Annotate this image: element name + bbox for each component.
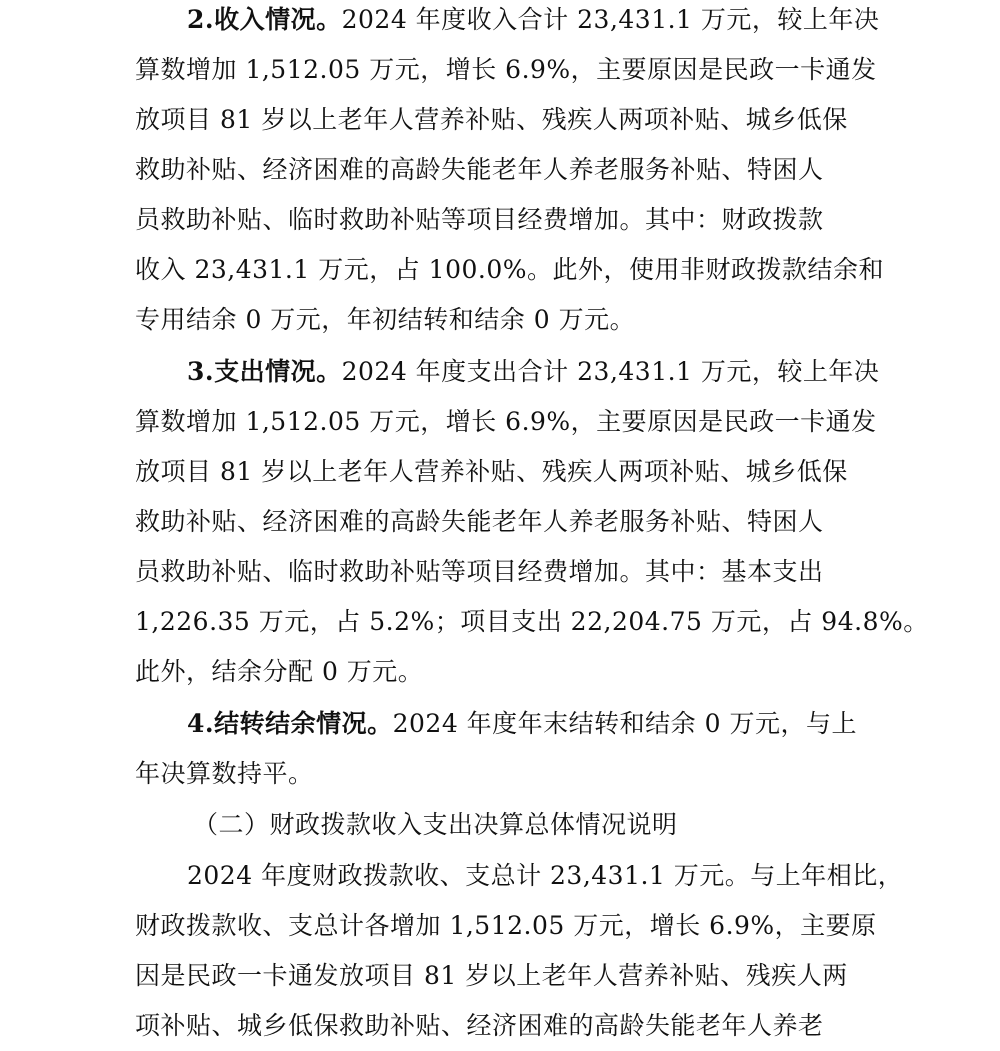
paragraph-expense-line-6: 1,226.35 万元，占 5.2%；项目支出 22,204.75 万元，占 94.8%。 [135,607,929,636]
paragraph-income-line-5: 员救助补贴、临时救助补贴等项目经费增加。其中：财政拨款 [135,205,824,234]
paragraph-income-line-2: 算数增加 1,512.05 万元，增长 6.9%，主要原因是民政一卡通发 [135,55,877,84]
paragraph-expense-line-2: 算数增加 1,512.05 万元，增长 6.9%，主要原因是民政一卡通发 [135,407,877,436]
paragraph-income-line-4: 救助补贴、经济困难的高龄失能老年人养老服务补贴、特困人 [135,155,824,184]
line-text: 2024 年度年末结转和结余 0 万元，与上 [392,709,857,738]
paragraph-carryover-line-2: 年决算数持平。 [135,759,314,788]
paragraph-income-line-6: 收入 23,431.1 万元，占 100.0%。此外，使用非财政拨款结余和 [135,255,884,284]
paragraph-income-line-3: 放项目 81 岁以上老年人营养补贴、残疾人两项补贴、城乡低保 [135,105,848,134]
paragraph-expense-line-7: 此外，结余分配 0 万元。 [135,657,424,686]
paragraph-expense-line-5: 员救助补贴、临时救助补贴等项目经费增加。其中：基本支出 [135,557,824,586]
expense-heading: 3.支出情况。 [187,357,342,386]
paragraph-fiscal-line-1: 2024 年度财政拨款收、支总计 23,431.1 万元。与上年相比， [187,861,904,890]
paragraph-income-line-7: 专用结余 0 万元，年初结转和结余 0 万元。 [135,305,636,334]
paragraph-expense-line-4: 救助补贴、经济困难的高龄失能老年人养老服务补贴、特困人 [135,507,824,536]
section-heading-fiscal: （二）财政拨款收入支出决算总体情况说明 [193,810,678,839]
paragraph-fiscal-line-2: 财政拨款收、支总计各增加 1,512.05 万元，增长 6.9%，主要原 [135,911,877,940]
paragraph-carryover-line-1 [187,699,932,749]
line-text: 2024 年度支出合计 23,431.1 万元，较上年决 [341,357,880,386]
paragraph-fiscal-line-4: 项补贴、城乡低保救助补贴、经济困难的高龄失能老年人养老 [135,1011,824,1040]
paragraph-fiscal-line-3: 因是民政一卡通发放项目 81 岁以上老年人营养补贴、残疾人两 [135,961,848,990]
paragraph-income-line-1 [187,0,932,45]
paragraph-expense-line-3: 放项目 81 岁以上老年人营养补贴、残疾人两项补贴、城乡低保 [135,457,848,486]
carryover-heading: 4.结转结余情况。 [187,709,393,738]
line-text: 2024 年度收入合计 23,431.1 万元，较上年决 [341,5,880,34]
income-heading: 2.收入情况。 [187,5,342,34]
paragraph-expense-line-1 [187,347,932,397]
